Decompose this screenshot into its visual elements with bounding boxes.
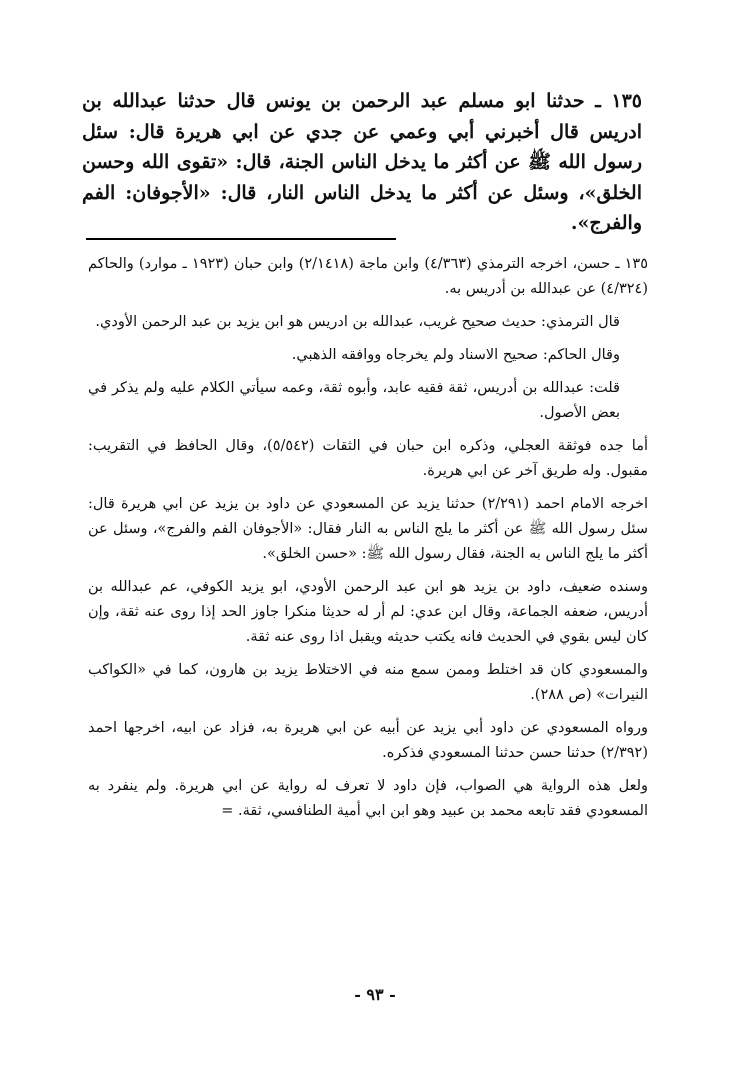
page-number: - ٩٣ - <box>354 985 396 1004</box>
hadith-135-text: ١٣٥ ـ حدثنا ابو مسلم عبد الرحمن بن يونس قال حدثنا عبدالله بن ادريس قال أخبرني أبي وعمي عن جدي عن ابي هريرة قال: سئل رسول الله ﷺ عن أكثر ما يدخل الناس الجنة، قال: «تقوى الله وحسن الخلق»، وسئل عن أكثر ما يدخل الناس النار، قال: «الأجوفان: الفم والفرج». <box>82 90 642 234</box>
footnote-hakim: وقال الحاكم: صحيح الاسناد ولم يخرجاه ووافقه الذهبي. <box>291 347 620 363</box>
footnote-conclusion: ولعل هذه الرواية هي الصواب، فإن داود لا تعرف له رواية عن ابي هريرة. ولم ينفرد به المسعودي فقد تابعه محمد بن عبيد وهو ابن ابي أمية الطنافسي، ثقة. = <box>88 778 648 819</box>
hadith-main-text <box>82 86 642 239</box>
footnote-riwaya: ورواه المسعودي عن داود أبي يزيد عن أبيه عن ابي هريرة به، فزاد عن ابيه، اخرجها احمد (٢/٣٩٢) حدثنا حسن حدثنا المسعودي فذكره. <box>88 720 648 761</box>
footnote-grandfather: أما جده فوثقة العجلي، وذكره ابن حبان في الثقات (٥/٥٤٢)، وقال الحافظ في التقريب: مقبول. وله طريق آخر عن ابي هريرة. <box>88 438 648 479</box>
footnote-tirmidhi: قال الترمذي: حديث صحيح غريب، عبدالله بن ادريس هو ابن يزيد بن عبد الرحمن الأودي. <box>95 314 620 330</box>
footnote-sanad: وسنده ضعيف، داود بن يزيد هو ابن عبد الرحمن الأودي، ابو يزيد الكوفي، عم عبدالله بن أدريس، ضعفه الجماعة، وقال ابن عدي: لم أر له حديثا منكرا جاوز الحد إذا روى عنه ثقة، وإن كان ليس بقوي في الحديث فانه يكتب حديثه ويقبل اذا روى عنه ثقة. <box>88 579 648 645</box>
footnotes <box>88 252 648 832</box>
footnote-divider <box>86 238 396 240</box>
footnote-ahmad: اخرجه الامام احمد (٢/٢٩١) حدثنا يزيد عن المسعودي عن داود بن يزيد عن ابي هريرة قال: سئل رسول الله ﷺ عن أكثر ما يلج الناس به النار فقال: «الأجوفان الفم والفرج»، وسئل عن أكثر ما يلج الناس به الجنة، فقال رسول الله ﷺ: «حسن الخلق». <box>88 496 648 562</box>
footnote-takhrij: ١٣٥ ـ حسن، اخرجه الترمذي (٤/٣٦٣) وابن ماجة (٢/١٤١٨) وابن حبان (١٩٢٣ ـ موارد) والحاكم (٤/٣٢٤) عن عبدالله بن أدريس به. <box>88 256 648 297</box>
footnote-qultu: قلت: عبدالله بن أدريس، ثقة فقيه عابد، وأبوه ثقة، وعمه سيأتي الكلام عليه ولم يذكر في بعض الأصول. <box>88 380 620 421</box>
footnote-masudi: والمسعودي كان قد اختلط وممن سمع منه في الاختلاط يزيد بن هارون، كما في «الكواكب النيرات» (ص ٢٨٨). <box>88 662 648 703</box>
